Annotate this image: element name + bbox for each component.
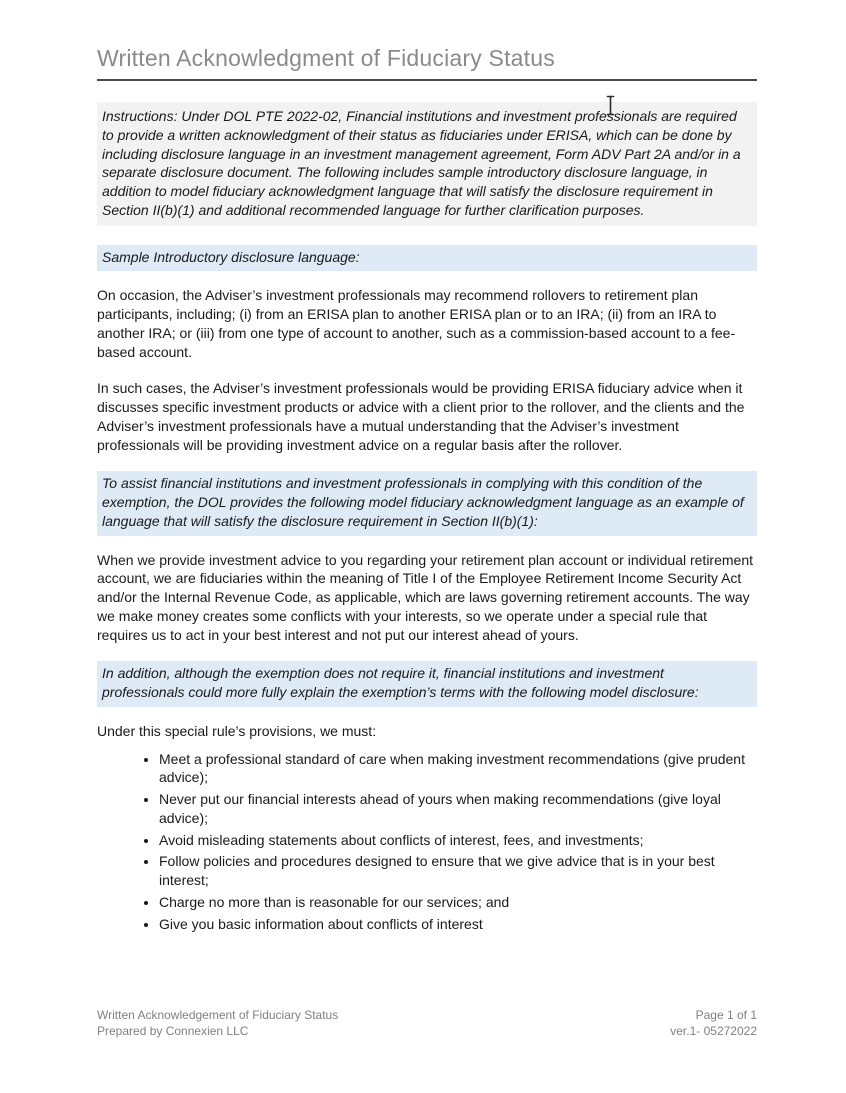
footer-document-name: Written Acknowledgement of Fiduciary Status <box>97 1008 339 1022</box>
heading-sample-introductory-language: Sample Introductory disclosure language: <box>97 245 757 272</box>
heading-model-acknowledgment-language: To assist financial institutions and investment professionals in complying with this condition of the exemption, the DOL provides the following model fiduciary acknowledgment language as an example of language that will satisfy the disclosure requirement in Section II(b)(1): <box>97 471 757 535</box>
bullet-item: • Give you basic information about conflicts of interest <box>159 915 757 934</box>
footer-prepared-by: Prepared by Connexien LLC <box>97 1023 249 1038</box>
page-footer <box>97 1008 757 1039</box>
paragraph-fiduciary-status: When we provide investment advice to you regarding your retirement plan account or individual retirement account, we are fiduciaries within the meaning of Title I of the Employee Retirement Income Security Act and/or the Internal Revenue Code, as applicable, which are laws governing retirement accounts. The way we make money creates some conflicts with your interests, so we operate under a special rule that requires us to act in your best interest and not put our interest ahead of yours. <box>97 551 754 643</box>
bullet-item: • Meet a professional standard of care when making investment recommendations (give prudent advice); <box>159 750 757 788</box>
paragraph-special-rule-intro: Under this special rule’s provisions, we must: <box>97 722 377 739</box>
bullet-item: • Follow policies and procedures designed to ensure that we give advice that is in your best interest; <box>159 852 757 890</box>
heading-additional-disclosure: In addition, although the exemption does not require it, financial institutions and investment professionals could more fully explain the exemption’s terms with the following model disclosure: <box>97 661 757 707</box>
footer-left <box>97 1008 338 1039</box>
footer-version: ver.1- 05272022 <box>670 1023 757 1038</box>
bullet-item: • Avoid misleading statements about conflicts of interest, fees, and investments; <box>159 831 757 850</box>
paragraph-rollover-recommendations: On occasion, the Adviser’s investment professionals may recommend rollovers to retirement plan participants, including; (i) from an ERISA plan to another ERISA plan or to an IRA; (ii) from an IRA to another IRA; or (iii) from one type of account to another, such as a commission-based account to a fee-based account. <box>97 287 736 360</box>
instructions-paragraph: Instructions: Under DOL PTE 2022-02, Financial institutions and investment professionals are required to provide a written acknowledgment of their status as fiduciaries under ERISA, which can be done by including disclosure language in an investment management agreement, Form ADV Part 2A and/or in a separate disclosure document. The following includes sample introductory disclosure language, in addition to model fiduciary acknowledgment language that will satisfy the disclosure requirement in Section II(b)(1) and additional recommended language for further clarification purposes. <box>97 102 757 226</box>
document-body <box>97 45 757 936</box>
bullet-item: • Never put our financial interests ahead of yours when making recommendations (give loyal advice); <box>159 790 757 828</box>
page-title: Written Acknowledgment of Fiduciary Status <box>97 45 757 81</box>
bullet-item: • Charge no more than is reasonable for our services; and <box>159 893 757 912</box>
footer-page-number: Page 1 of 1 <box>695 1008 757 1022</box>
footer-right <box>670 1008 757 1039</box>
special-rule-bullet-list <box>97 750 757 934</box>
paragraph-fiduciary-advice: In such cases, the Adviser’s investment professionals would be providing ERISA fiduciary advice when it discusses specific investment products or advice with a client prior to the rollover, and the clients and the Adviser’s investment professionals have a mutual understanding that the Adviser’s investment professionals will be providing investment advice on a regular basis after the rollover. <box>97 380 745 453</box>
